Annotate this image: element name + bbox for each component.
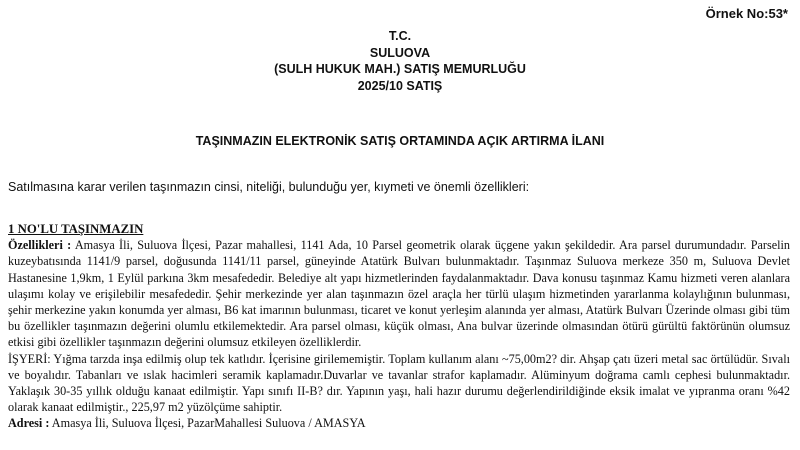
workplace-paragraph: İŞYERİ: Yığma tarzda inşa edilmiş olup tek katlıdır. İçerisine girilememiştir. Toplam kullanım alanı ~75,00m2? dir. Ahşap çatı üzeri metal sac örtülüdür. Sıvalı ve boyalıdır. Tabanları ve ıslak hacimleri seramik kaplamadır.Duvarlar ve tavanlar strafor kaplamadır. Alüminyum doğrama camlı cephesi bulunmaktadır. Yaklaşık 30-35 yıllık olduğu kanaat edilmiştir. Yapı sınıfı II-B? dır. Yapının yaşı, hali hazır durumu değerlendirildiğinde eksik imalat ve yıpranma oranı %42 olarak kanaat edilmiştir., 225,97 m2 yüzölçüme sahiptir.	[8, 351, 790, 415]
property-heading: 1 NO'LU TAŞINMAZIN	[8, 222, 144, 236]
address-text: Amasya İli, Suluova İlçesi, PazarMahallesi Suluova / AMASYA	[51, 416, 366, 431]
header-line-office: (SULH HUKUK MAH.) SATIŞ MEMURLUĞU	[274, 62, 526, 76]
properties-label: Özellikleri :	[8, 238, 72, 253]
office-header	[0, 28, 800, 94]
address-label: Adresi :	[8, 416, 50, 431]
header-line-city: SULUOVA	[369, 45, 431, 60]
properties-paragraph	[8, 237, 790, 350]
properties-text: Amasya İli, Suluova İlçesi, Pazar mahallesi, 1141 Ada, 10 Parsel geometrik olarak üçgene yakın şekildedir. Ara parsel durumundadır. Parselin kuzeybatısında 1141/9 parsel, doğusunda 1141/11 parsel, güneyinde Atatürk Bulvarı bulunmaktadır. Taşınmaz Suluova merkeze 350 m, Suluova Devlet Hastanesine 1,9km, 1 Eylül parkına 3km mesafededir. Belediye alt yapı hizmetlerinden faydalanmaktadır. Dava konusu taşınmaz Kamu hizmeti veren alanlara ulaşımı kolay ve erişilebilir mesafededir. Şehir merkezinde yer alan taşınmazın özel araçla her türlü ulaşım hizmetinden yararlanma kolaylığının bulunması, şehir merkezine yakın konumda yer alması, B6 kat imarının bulunması, ticaret ve konut yerleşim alanında yer alması, Atatürk Bulvarı Üzerinde olması gibi tüm bu özellikler taşınmazın değerini olumlu etkilemektedir. Ara parsel olması, küçük olması, Ana bulvar üzerinde olmasından ötürü gürültü faktörünün olumsuz etkisi gibi özellikler taşınmazın değerini olumsuz etkileyen özelliklerdir.	[8, 238, 790, 350]
announcement-title: TAŞINMAZIN ELEKTRONİK SATIŞ ORTAMINDA AÇIK ARTIRMA İLANI	[195, 134, 605, 148]
intro-text: Satılmasına karar verilen taşınmazın cinsi, niteliği, bulunduğu yer, kıymeti ve önemli özellikleri:	[8, 180, 530, 194]
sample-number: Örnek No:53*	[705, 6, 788, 21]
property-section	[8, 221, 790, 432]
header-line-tc: T.C.	[388, 29, 412, 43]
address-paragraph	[8, 415, 790, 431]
header-line-file-number: 2025/10 SATIŞ	[357, 78, 443, 93]
